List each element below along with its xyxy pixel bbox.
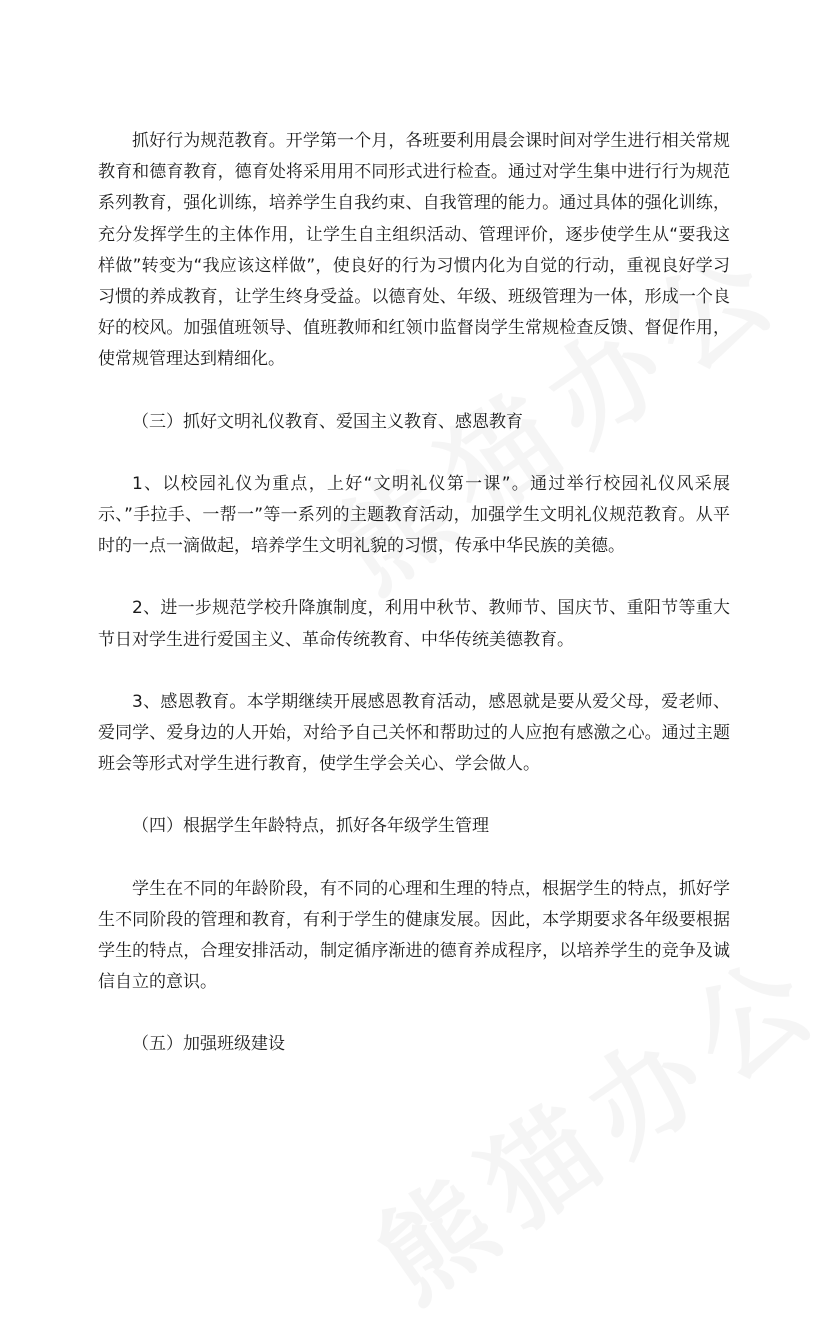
document-body <box>98 126 730 1061</box>
spacer <box>98 780 730 811</box>
spacer <box>98 376 730 407</box>
paragraph-gratitude: 3、感恩教育。本学期继续开展感恩教育活动，感恩就是要从爱父母，爱老师、爱同学、爱身边的人开始，对给予自己关怀和帮助过的人应抱有感激之心。通过主题班会等形式对学生进行教育，使学生学会关心、学会做人。 <box>98 691 730 775</box>
paragraph-age-management: 学生在不同的年龄阶段，有不同的心理和生理的特点，根据学生的特点，抓好学生不同阶段的管理和教育，有利于学生的健康发展。因此，本学期要求各年级要根据学生的特点，合理安排活动，制定循序渐进的德育养成程序，以培养学生的竞争及诚信自立的意识。 <box>98 878 730 993</box>
spacer <box>98 998 730 1029</box>
spacer <box>98 438 730 469</box>
paragraph-behavior-norms: 抓好行为规范教育。开学第一个月，各班要利用晨会课时间对学生进行相关常规教育和德育教育，德育处将采用用不同形式进行检查。通过对学生集中进行行为规范系列教育，强化训练，培养学生自我约束、自我管理的能力。通过具体的强化训练，充分发挥学生的主体作用，让学生自主组织活动、管理评价，逐步使学生从“要我这样做”转变为“我应该这样做”，使良好的行为习惯内化为自觉的行动，重视良好学习习惯的养成教育，让学生终身受益。以德育处、年级、班级管理为一体，形成一个良好的校风。加强值班领导、值班教师和红领巾监督岗学生常规检查反馈、督促作用，使常规管理达到精细化。 <box>98 131 730 370</box>
paragraph-etiquette: 1、以校园礼仪为重点，上好“文明礼仪第一课”。通过举行校园礼仪风采展示、”手拉手、一帮一”等一系列的主题教育活动，加强学生文明礼仪规范教育。从平时的一点一滴做起，培养学生文明礼貌的习惯，传承中华民族的美德。 <box>98 473 730 557</box>
section-heading-5: （五）加强班级建设 <box>132 1034 285 1055</box>
spacer <box>98 843 730 874</box>
paragraph-patriotism: 2、进一步规范学校升降旗制度，利用中秋节、教师节、国庆节、重阳节等重大节日对学生进行爱国主义、革命传统教育、中华传统美德教育。 <box>98 598 730 650</box>
spacer <box>98 562 730 593</box>
spacer <box>98 656 730 687</box>
section-heading-4: （四）根据学生年龄特点，抓好各年级学生管理 <box>132 816 489 837</box>
section-heading-3: （三）抓好文明礼仪教育、爱国主义教育、感恩教育 <box>132 411 523 432</box>
